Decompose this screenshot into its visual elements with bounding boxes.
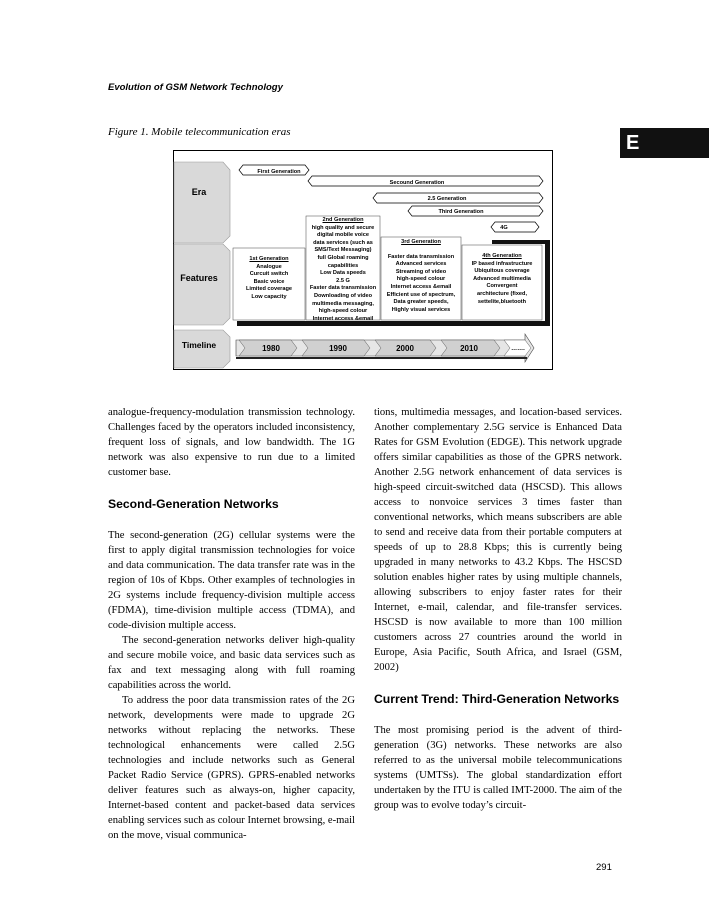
gen3-feature: Highly visual services bbox=[391, 306, 451, 313]
page-number: 291 bbox=[596, 862, 612, 873]
paragraph: tions, multimedia messages, and location-based services. Another complementary 2.5G service is Enhanced Data Rates for GSM Evolution (EDGE). This network upgrade offers similar capabilities as those of the GPRS network. Another 2.5G network enhancement of data services is high-speed circuit-switched data (HSCSD). This allows access to nonvoice services 3 times faster than conventional networks, which means subscribers are able to send and receive data from their portable computers at speeds of up to 28.8 Kbps; this is currently being upgraded in many networks to 43.2 Kbps. The HSCSD solution enables higher rates by using multiple channels, allowing subscribers to enjoy faster rates for their Internet, e-mail, calendar, and file-transfer services. HSCSD is now available to more than 100 million customers across 27 countries around the world in Europe, Asia Pacific, South Africa, and Israel (GSM, 2002) bbox=[374, 407, 622, 673]
paragraph: The second-generation (2G) cellular systems were the first to apply digital transmission technologies for voice and data communication. The data transfer rate was in the region of 10s of Kbps. Other examples of technologies in 2G systems include frequency-division multiple access (FDMA), time-division multiple access (TDMA), and code-division multiple access. bbox=[108, 530, 355, 631]
era-label-4g: 4G bbox=[500, 225, 508, 231]
gen3-feature: Internet access &email bbox=[390, 283, 452, 290]
paragraph: analogue-frequency-modulation transmission technology. Challenges faced by the operators included inconsistency, frequent loss of signals, and low bandwidth. The 1G network was also expensive to run due to a limited customer base. bbox=[108, 407, 355, 478]
gen1-heading: 1st Generation bbox=[249, 256, 289, 262]
gen1-feature: Curcuit switch bbox=[249, 271, 289, 278]
gen2-feature: high quality and secure bbox=[311, 224, 375, 231]
timeline-label-2000: 2000 bbox=[396, 344, 414, 353]
timeline-segment bbox=[441, 340, 500, 356]
timeline-label-future: ……. bbox=[511, 346, 525, 352]
features-band-bottom bbox=[237, 321, 550, 326]
gen3-feature: Data greater speeds, bbox=[393, 299, 449, 306]
gen4-feature: IP based infrastructure bbox=[471, 260, 533, 267]
gen4-feature: architecture (fixed, bbox=[476, 290, 528, 297]
gen4-heading: 4th Generation bbox=[482, 253, 522, 259]
era-row-label: Era bbox=[191, 187, 207, 197]
timeline-row-label: Timeline bbox=[181, 340, 217, 350]
section-tab: E bbox=[620, 128, 709, 158]
era-row-label-box bbox=[174, 162, 230, 243]
gen4-feature: Advanced multimedia bbox=[473, 275, 531, 282]
features-gen4-block bbox=[462, 253, 542, 319]
era-arrow-4g bbox=[491, 222, 539, 232]
features-gen1-block bbox=[233, 256, 305, 318]
timeline-segment bbox=[302, 340, 370, 356]
gen3-feature: Faster data transmission bbox=[387, 253, 455, 260]
timeline-label-1990: 1990 bbox=[329, 344, 347, 353]
gen2-feature: multimedia messaging, bbox=[312, 300, 374, 307]
gen1-feature: Basic voice bbox=[253, 278, 285, 285]
era-arrow-2-5-generation bbox=[373, 193, 543, 203]
era-arrow-second-generation bbox=[308, 176, 543, 186]
gen1-feature: Limited coverage bbox=[245, 286, 292, 293]
gen4-feature: settelite,bluetooth bbox=[477, 298, 527, 305]
paragraph: The second-generation networks deliver high-quality and secure mobile voice, and basic data services such as fax and text messaging along with full roaming capabilities across the world. bbox=[108, 635, 355, 691]
gen3-feature: Streaming of video bbox=[395, 268, 447, 275]
era-label-third-generation: Third Generation bbox=[438, 209, 484, 215]
era-label-second-generation: Secound Generation bbox=[389, 180, 445, 186]
gen2-feature: Downloading of video bbox=[313, 292, 373, 299]
left-column bbox=[108, 405, 355, 843]
section-heading: Current Trend: Third-Generation Networks bbox=[374, 692, 620, 706]
gen2-feature: Internet access &email bbox=[312, 315, 374, 322]
features-band-right bbox=[545, 240, 550, 326]
paragraph: To address the poor data transmission rates of the 2G network, developments were made to upgrade 2G networks without replacing the networks. These technological enhancements were called 2.5G technologies and include networks such as General Packet Radio Service (GPRS). GPRS-enabled networks deliver features such as always-on, higher capacity, Internet-based content and packet-based data services enabling services such as colour Internet browsing, e-mail on the move, visual communica- bbox=[108, 695, 355, 841]
gen1-feature: Analogue bbox=[256, 263, 282, 270]
era-arrow-first-generation bbox=[239, 165, 309, 175]
gen1-feature: Low capacity bbox=[251, 293, 287, 300]
gen4-feature: Convergent bbox=[486, 283, 518, 290]
gen2-feature: digital mobile voice bbox=[317, 232, 369, 239]
paragraph: The most promising period is the advent of third-generation (3G) networks. These networks are also referred to as the universal mobile telecommunications systems (UMTSs). The global standardization effort undertaken by the ITU is called IMT-2000. The aim of the group was to evolve today’s circuit- bbox=[374, 725, 622, 811]
gen2-heading: 2nd Generation bbox=[322, 217, 364, 223]
features-gen3-block bbox=[381, 239, 461, 319]
gen2-feature: data services (such as bbox=[313, 239, 373, 246]
gen2-feature: Faster data transmission bbox=[309, 285, 377, 292]
running-header: Evolution of GSM Network Technology bbox=[108, 82, 283, 93]
timeline-segment bbox=[375, 340, 436, 356]
gen2-feature: 2.5 G bbox=[336, 277, 350, 284]
features-band-top-4g bbox=[492, 240, 550, 244]
gen2-feature: SMS/Text Messaging) bbox=[314, 247, 372, 254]
figure-caption: Figure 1. Mobile telecommunication eras bbox=[108, 126, 291, 138]
gen3-feature: high-speed colour bbox=[396, 276, 446, 283]
features-row-label-box bbox=[174, 244, 230, 325]
era-label-2-5-generation: 2.5 Generation bbox=[427, 196, 467, 202]
features-gen2-block bbox=[306, 217, 380, 327]
gen2-feature: capabilities bbox=[327, 262, 359, 269]
timeline-label-1980: 1980 bbox=[262, 344, 280, 353]
gen4-feature: Ubiquitous coverage bbox=[474, 268, 530, 275]
era-arrow-third-generation bbox=[408, 206, 543, 216]
era-label-first-generation: First Generation bbox=[257, 169, 301, 175]
timeline-segment bbox=[239, 340, 297, 356]
right-column bbox=[374, 405, 622, 813]
gen2-feature: Low Data speeds bbox=[320, 270, 366, 277]
gen3-heading: 3rd Generation bbox=[401, 239, 441, 245]
gen3-feature: Advanced services bbox=[395, 261, 447, 268]
gen2-feature: high-speed colour bbox=[318, 308, 368, 315]
section-heading: Second-Generation Networks bbox=[108, 497, 279, 511]
features-row-label: Features bbox=[180, 273, 218, 283]
timeline-label-2010: 2010 bbox=[460, 344, 478, 353]
era-figure bbox=[173, 150, 553, 370]
gen3-feature: Efficient use of spectrum, bbox=[386, 291, 456, 298]
gen2-feature: full Global roaming bbox=[317, 254, 369, 261]
